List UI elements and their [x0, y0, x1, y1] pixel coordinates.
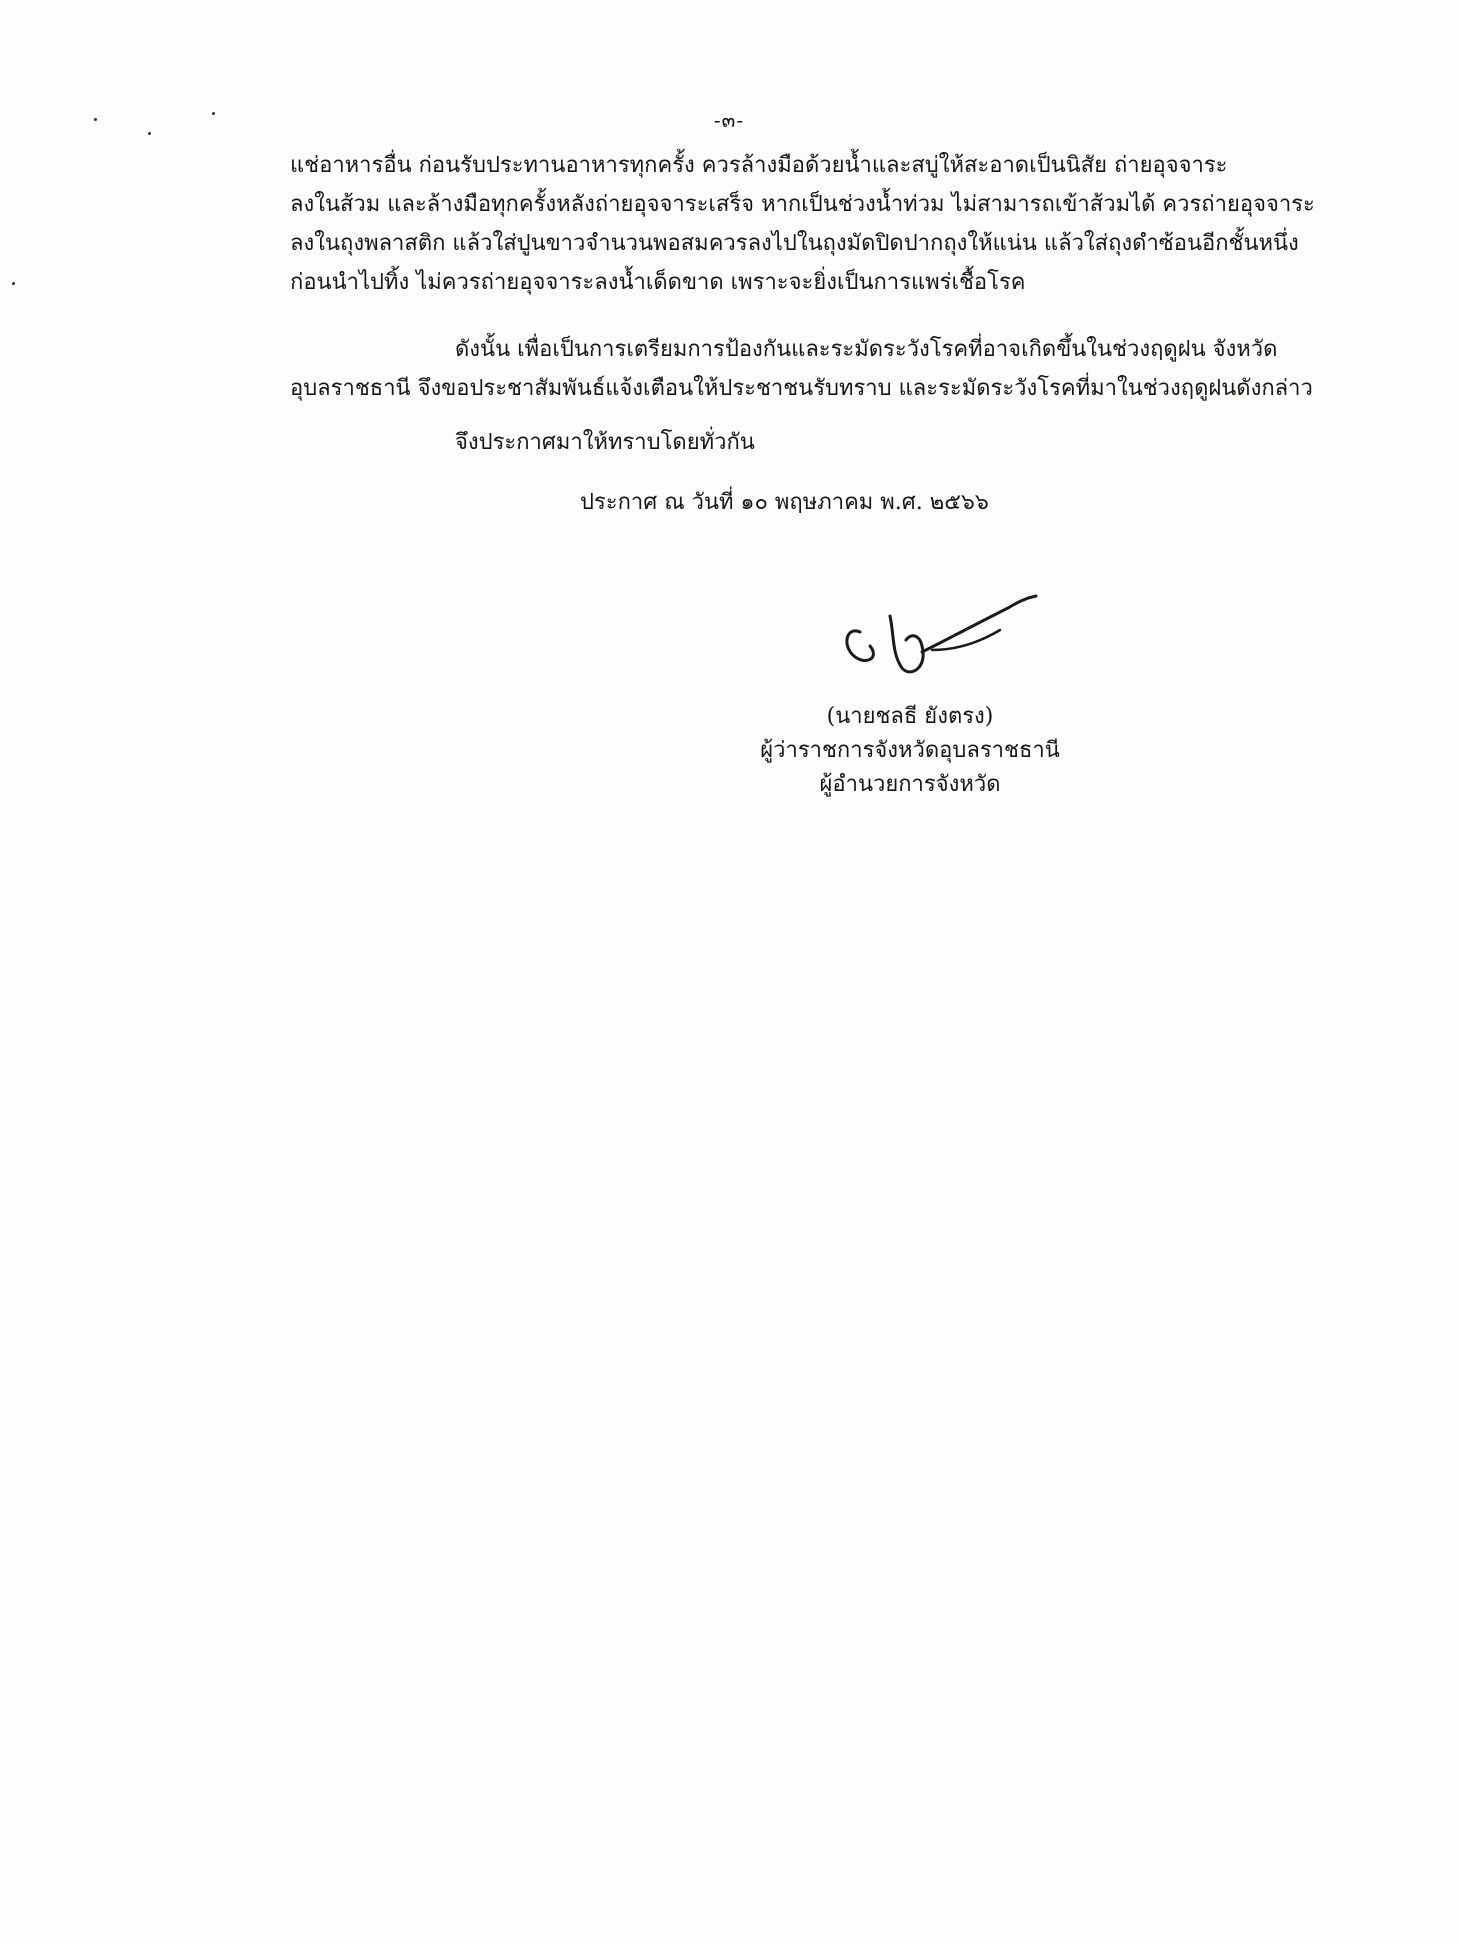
announcement-line: จึงประกาศมาให้ทราบโดยทั่วกัน: [455, 430, 755, 455]
paragraph-line: อุบลราชธานี จึงขอประชาสัมพันธ์แจ้งเตือนให้ประชาชนรับทราบ และระมัดระวังโรคที่มาในช่วงฤดูฝนดังกล่าว: [290, 376, 1313, 401]
signer-block: [700, 700, 1120, 802]
scan-speck: [94, 118, 97, 121]
date-line: ประกาศ ณ วันที่ ๑๐ พฤษภาคม พ.ศ. ๒๕๖๖: [580, 490, 989, 515]
scan-speck: [12, 282, 15, 285]
paragraph-line: ดังนั้น เพื่อเป็นการเตรียมการป้องกันและระมัดระวังโรคที่อาจเกิดขึ้นในช่วงฤดูฝน จังหวัด: [455, 337, 1278, 362]
scan-speck: [212, 112, 215, 115]
page-number: -๓-: [713, 108, 745, 132]
paragraph-line: แช่อาหารอื่น ก่อนรับประทานอาหารทุกครั้ง ควรล้างมือด้วยน้ำและสบู่ให้สะอาดเป็นนิสัย ถ่ายอุจจาระ: [290, 153, 1228, 178]
signer-title: ผู้ว่าราชการจังหวัดอุบลราชธานี: [760, 738, 1060, 763]
handwritten-signature: [840, 590, 1050, 690]
body-paragraph-conclusion: [290, 330, 1348, 408]
paragraph-line: ลงในส้วม และล้างมือทุกครั้งหลังถ่ายอุจจาระเสร็จ หากเป็นช่วงน้ำท่วม ไม่สามารถเข้าส้วมได้ ควรถ่ายอุจจาระ: [290, 192, 1315, 217]
signer-name: (นายชลธี ยังตรง): [826, 704, 994, 729]
paragraph-line: ลงในถุงพลาสติก แล้วใส่ปูนขาวจำนวนพอสมควรลงไปในถุงมัดปิดปากถุงให้แน่น แล้วใส่ถุงดำซ้อนอีกชั้นหนึ่ง: [290, 231, 1299, 256]
signer-subtitle: ผู้อำนวยการจังหวัด: [819, 772, 1001, 797]
body-paragraph-hygiene: [290, 146, 1348, 302]
scan-speck: [148, 132, 151, 135]
paragraph-line: ก่อนนำไปทิ้ง ไม่ควรถ่ายอุจจาระลงน้ำเด็ดขาด เพราะจะยิ่งเป็นการแพร่เชื้อโรค: [290, 270, 1026, 295]
